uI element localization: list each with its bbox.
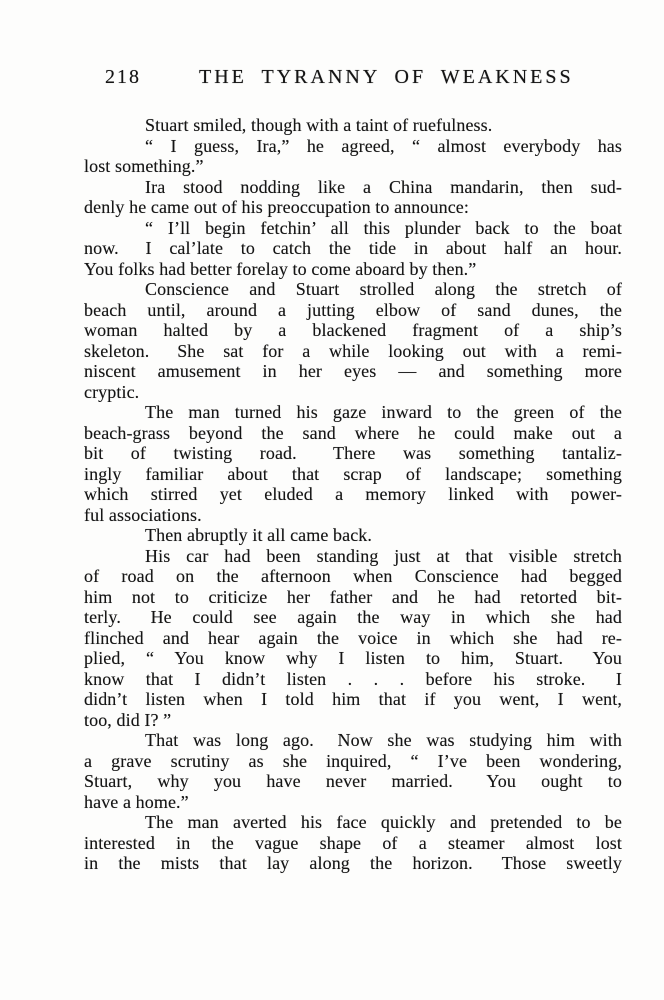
- text-line: have a home.”: [84, 791, 189, 812]
- text-block: [84, 115, 622, 874]
- text-line: him not to criticize her father and he had retorted bit-: [84, 586, 622, 607]
- paragraph: [84, 279, 622, 402]
- text-line: too, did I? ”: [84, 709, 172, 730]
- text-line: ful associations.: [84, 504, 202, 525]
- paragraph: [84, 525, 622, 546]
- text-line: You folks had better forelay to come aboard by then.”: [84, 258, 477, 279]
- text-line: of road on the afternoon when Conscience had begged: [84, 566, 622, 586]
- text-line: terly. He could see again the way in which she had: [84, 607, 622, 627]
- text-line: That was long ago. Now she was studying him with: [145, 730, 622, 750]
- running-head: [0, 66, 664, 90]
- text-line: His car had been standing just at that visible stretch: [145, 545, 622, 566]
- text-line: Then abruptly it all came back.: [145, 525, 373, 545]
- text-line: now. I cal’late to catch the tide in about half an hour.: [84, 238, 622, 258]
- paragraph: [84, 546, 622, 731]
- text-line: cryptic.: [84, 381, 140, 402]
- text-line: Conscience and Stuart strolled along the stretch of: [145, 279, 622, 299]
- text-line: denly he came out of his preoccupation to announce:: [84, 197, 469, 217]
- paragraph: [84, 115, 622, 136]
- text-line: didn’t listen when I told him that if you went, I went,: [84, 689, 622, 709]
- text-line: The man averted his face quickly and pretended to be: [145, 812, 622, 832]
- paragraph: [84, 136, 622, 177]
- paragraph: [84, 812, 622, 874]
- paragraph: [84, 730, 622, 812]
- text-line: which stirred yet eluded a memory linked with power-: [84, 484, 622, 504]
- text-line: ingly familiar about that scrap of landscape; something: [84, 463, 622, 484]
- text-line: know that I didn’t listen . . . before his stroke. I: [84, 668, 622, 689]
- text-line: interested in the vague shape of a steamer almost lost: [84, 832, 622, 853]
- text-line: a grave scrutiny as she inquired, “ I’ve been wondering,: [84, 750, 622, 771]
- text-line: flinched and hear again the voice in which she had re-: [84, 627, 622, 648]
- page-number: 218: [105, 66, 141, 88]
- text-line: “ I guess, Ira,” he agreed, “ almost everybody has: [145, 135, 622, 156]
- text-line: “ I’ll begin fetchin’ all this plunder back to the boat: [145, 217, 622, 238]
- text-line: beach until, around a jutting elbow of sand dunes, the: [84, 299, 622, 320]
- text-line: lost something.”: [84, 156, 204, 176]
- text-line: The man turned his gaze inward to the green of the: [145, 402, 622, 422]
- text-line: woman halted by a blackened fragment of a ship’s: [84, 320, 622, 340]
- text-line: Ira stood nodding like a China mandarin, then sud-: [145, 176, 622, 197]
- text-line: niscent amusement in her eyes — and something more: [84, 361, 622, 381]
- page-title: THE TYRANNY OF WEAKNESS: [199, 66, 574, 88]
- text-line: plied, “ You know why I listen to him, Stuart. You: [84, 648, 622, 668]
- text-line: in the mists that lay along the horizon. Those sweetly: [84, 853, 622, 873]
- text-line: bit of twisting road. There was something tantaliz-: [84, 443, 622, 463]
- text-line: beach-grass beyond the sand where he could make out a: [84, 422, 622, 443]
- text-line: Stuart, why you have never married. You ought to: [84, 771, 622, 791]
- text-line: Stuart smiled, though with a taint of ruefulness.: [145, 115, 493, 135]
- paragraph: [84, 177, 622, 218]
- paragraph: [84, 218, 622, 280]
- text-line: skeleton. She sat for a while looking out with a remi-: [84, 340, 622, 361]
- paragraph: [84, 402, 622, 525]
